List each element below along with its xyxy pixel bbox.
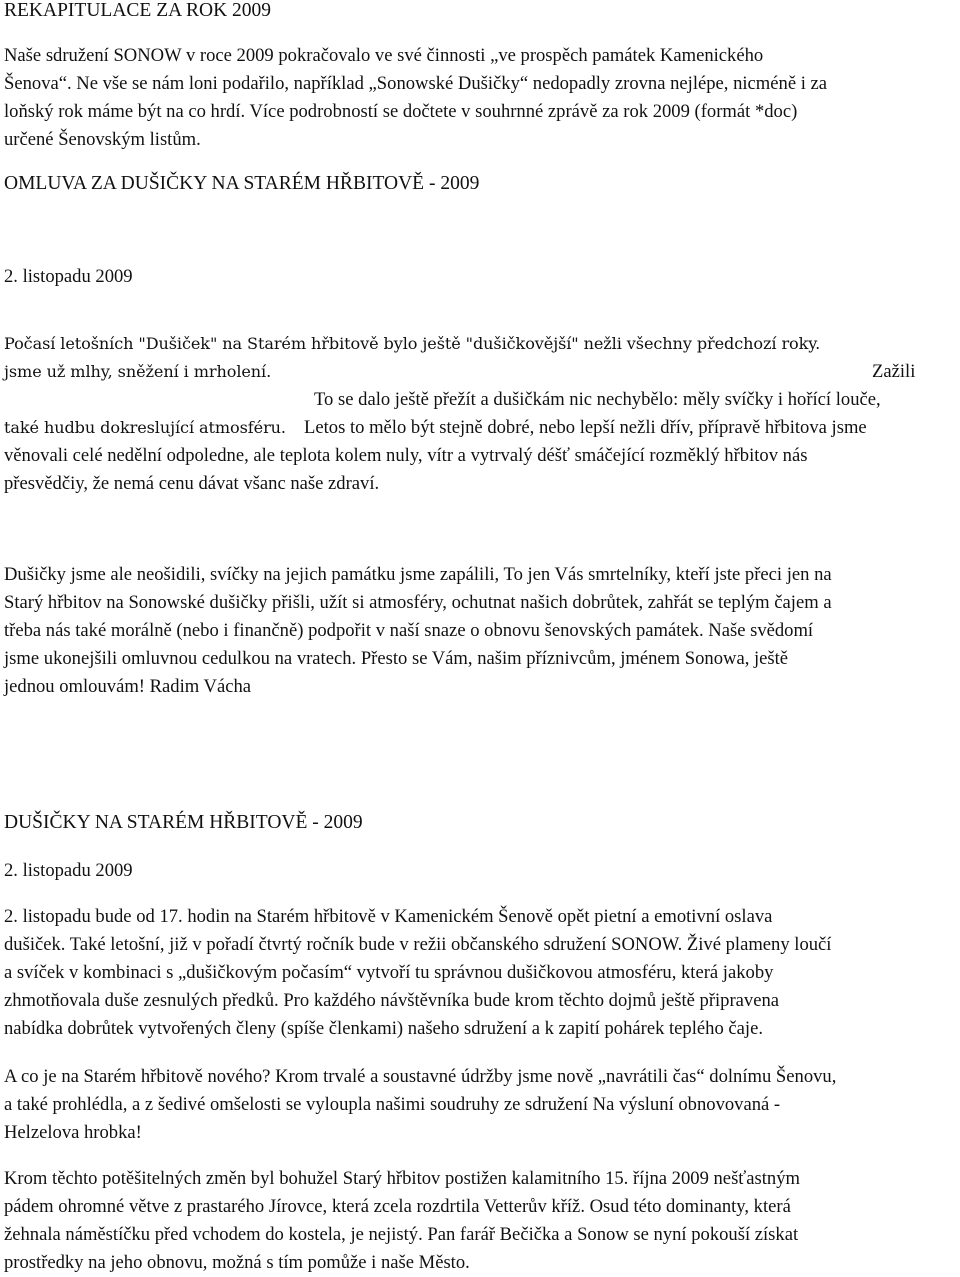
text-line: Naše sdružení SONOW v roce 2009 pokračovalo ve své činnosti „ve prospěch památek Kamenického: [4, 45, 764, 66]
text-line: určené Šenovským listům.: [4, 129, 201, 150]
text-line: Letos to mělo být stejně dobré, nebo lepší nežli dřív, přípravě hřbitova jsme: [304, 417, 867, 438]
text-line: Šenova“. Ne vše se nám loni podařilo, například „Sonowské Dušičky“ nedopadly zrovna nejlépe, nicméně i za: [4, 73, 828, 94]
text-line: prostředky na jeho obnovu, možná s tím pomůže i naše Město.: [4, 1252, 470, 1273]
section-heading-omluva: OMLUVA ZA DUŠIČKY NA STARÉM HŘBITOVĚ - 2009: [4, 173, 480, 194]
text-line: Starý hřbitov na Sonowské dušičky přišli, užít si atmosféry, ochutnat našich dobrůtek, zahřát se teplým čajem a: [4, 592, 832, 613]
text-line: přesvědčiy, že nemá cenu dávat všanc naše zdraví.: [4, 473, 380, 494]
text-line: A co je na Starém hřbitově nového? Krom trvalé a soustavné údržby jsme nově „navrátili čas“ dolnímu Šenovu,: [4, 1066, 837, 1087]
text-line: jsme ukonejšili omluvnou cedulkou na vratech. Přesto se Vám, našim příznivcům, jménem Sonowa, ještě: [4, 648, 789, 669]
text-line: jednou omlouvám! Radim Vácha: [4, 676, 252, 697]
text-line: věnovali celé nedělní odpoledne, ale teplota kolem nuly, vítr a vytrvalý déšť smáčející rozměklý hřbitov nás: [4, 445, 808, 466]
text-line: dušiček. Také letošní, již v pořadí čtvrtý ročník bude v režii občanského sdružení SONOW. Živé plameny loučí: [4, 934, 832, 955]
text-line: zhmotňovala duše zesnulých předků. Pro každého návštěvníka bude krom těchto dojmů ještě připravena: [4, 990, 780, 1011]
text-line: Krom těchto potěšitelných změn byl bohužel Starý hřbitov postižen kalamitního 15. října 2009 nešťastným: [4, 1168, 800, 1189]
text-line: Helzelova hrobka!: [4, 1122, 142, 1143]
text-line: loňský rok máme být na co hrdí. Více podrobností se dočtete v souhrnné zprávě za rok 2009 (formát *doc): [4, 101, 798, 122]
text-line: a svíček v kombinaci s „dušičkovým počasím“ vytvoří tu správnou dušičkovou atmosféru, která jakoby: [4, 962, 774, 983]
text-line: pádem ohromné větve z prastarého Jírovce, která zcela rozdrtila Vetterův kříž. Osud této dominanty, která: [4, 1196, 791, 1217]
date-line: 2. listopadu 2009: [4, 860, 133, 881]
text-line: nabídka dobrůtek vytvořených členy (spíše členkami) našeho sdružení a k zapití pohárek teplého čaje.: [4, 1018, 763, 1039]
text-line: a také prohlédla, a z šedivé omšelosti se vyloupla našimi soudruhy ze sdružení Na výsluní obnovovaná -: [4, 1094, 781, 1115]
text-line: To se dalo ještě přežít a dušičkám nic nechybělo: měly svíčky i hořící louče,: [314, 389, 881, 410]
text-line: žehnala náměstíčku před vchodem do kostela, je nejistý. Pan farář Bečička a Sonow se nyní pokouší získat: [4, 1224, 799, 1245]
text-line: 2. listopadu bude od 17. hodin na Starém hřbitově v Kamenickém Šenově opět pietní a emotivní oslava: [4, 906, 773, 927]
text-line: také hudbu dokreslující atmosféru.: [4, 418, 286, 437]
date-line: 2. listopadu 2009: [4, 266, 133, 287]
text-line: třeba nás také morálně (nebo i finančně) podpořit v naší snaze o obnovu šenovských památek. Naše svědomí: [4, 620, 814, 641]
text-line: jsme už mlhy, sněžení i mrholení.: [4, 362, 272, 381]
text-line: Počasí letošních "Dušiček" na Starém hřbitově bylo ještě "dušičkovější" nežli všechny předchozí roky.: [4, 334, 821, 353]
text-line: Dušičky jsme ale neošidili, svíčky na jejich památku jsme zapálili, To jen Vás smrtelníky, kteří jste přeci jen na: [4, 564, 832, 585]
section-heading-dusicky: DUŠIČKY NA STARÉM HŘBITOVĚ - 2009: [4, 812, 363, 833]
text-line: Zažili: [872, 361, 916, 382]
section-heading-rekapitulace: REKAPITULACE ZA ROK 2009: [4, 0, 272, 21]
